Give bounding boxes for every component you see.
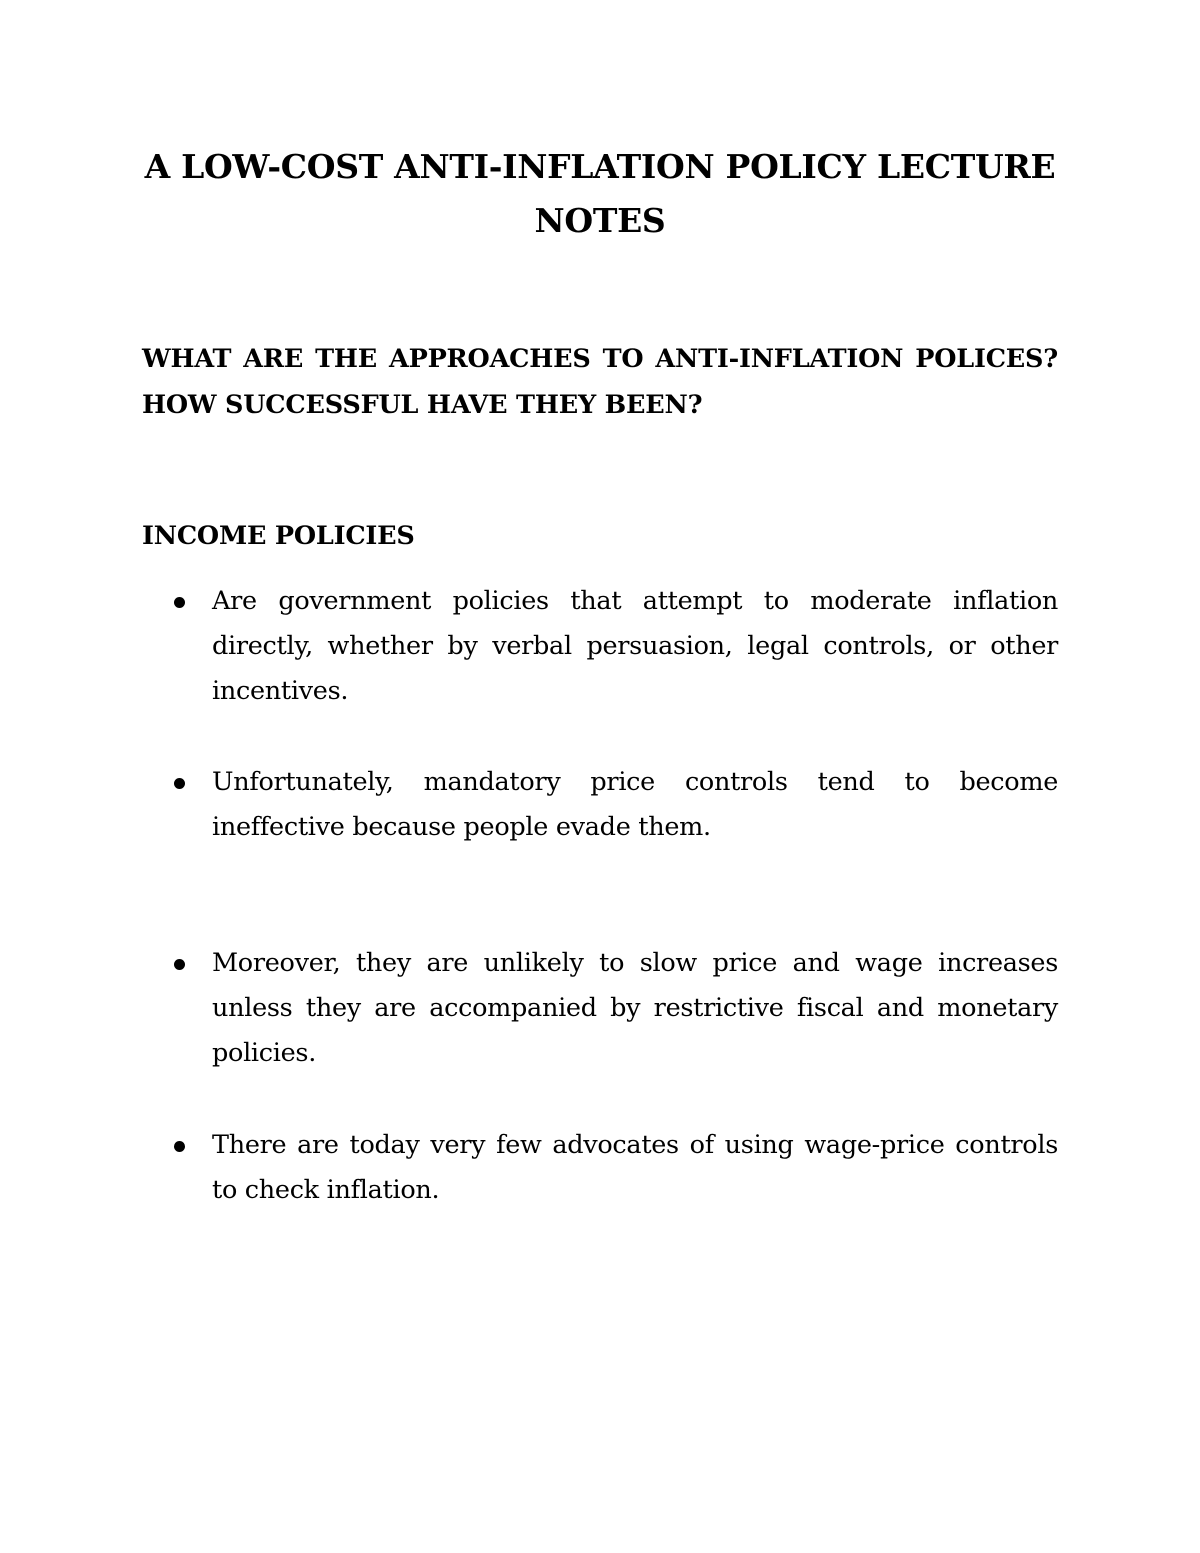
- document-title: A LOW-COST ANTI-INFLATION POLICY LECTURE NOTES: [144, 147, 1056, 240]
- bullet-point-icon: [174, 597, 185, 608]
- bullet-text: Unfortunately, mandatory price controls tend to become ineffective because people evade them.: [212, 767, 1058, 842]
- bullet-text: Are government policies that attempt to moderate inflation directly, whether by verbal persuasion, legal controls, or other incentives.: [212, 586, 1058, 706]
- bullet-point-icon: [174, 959, 185, 970]
- bullet-point-icon: [174, 778, 185, 789]
- section-heading-income-policies: INCOME POLICIES: [142, 521, 415, 551]
- bullet-text: There are today very few advocates of using wage-price controls to check inflation.: [212, 1130, 1058, 1205]
- question-heading: WHAT ARE THE APPROACHES TO ANTI-INFLATION POLICES? HOW SUCCESSFUL HAVE THEY BEEN?: [142, 344, 1058, 420]
- bullet-point-icon: [174, 1141, 185, 1152]
- bullet-text: Moreover, they are unlikely to slow price and wage increases unless they are accompanied by restrictive fiscal and monetary policies.: [212, 948, 1058, 1068]
